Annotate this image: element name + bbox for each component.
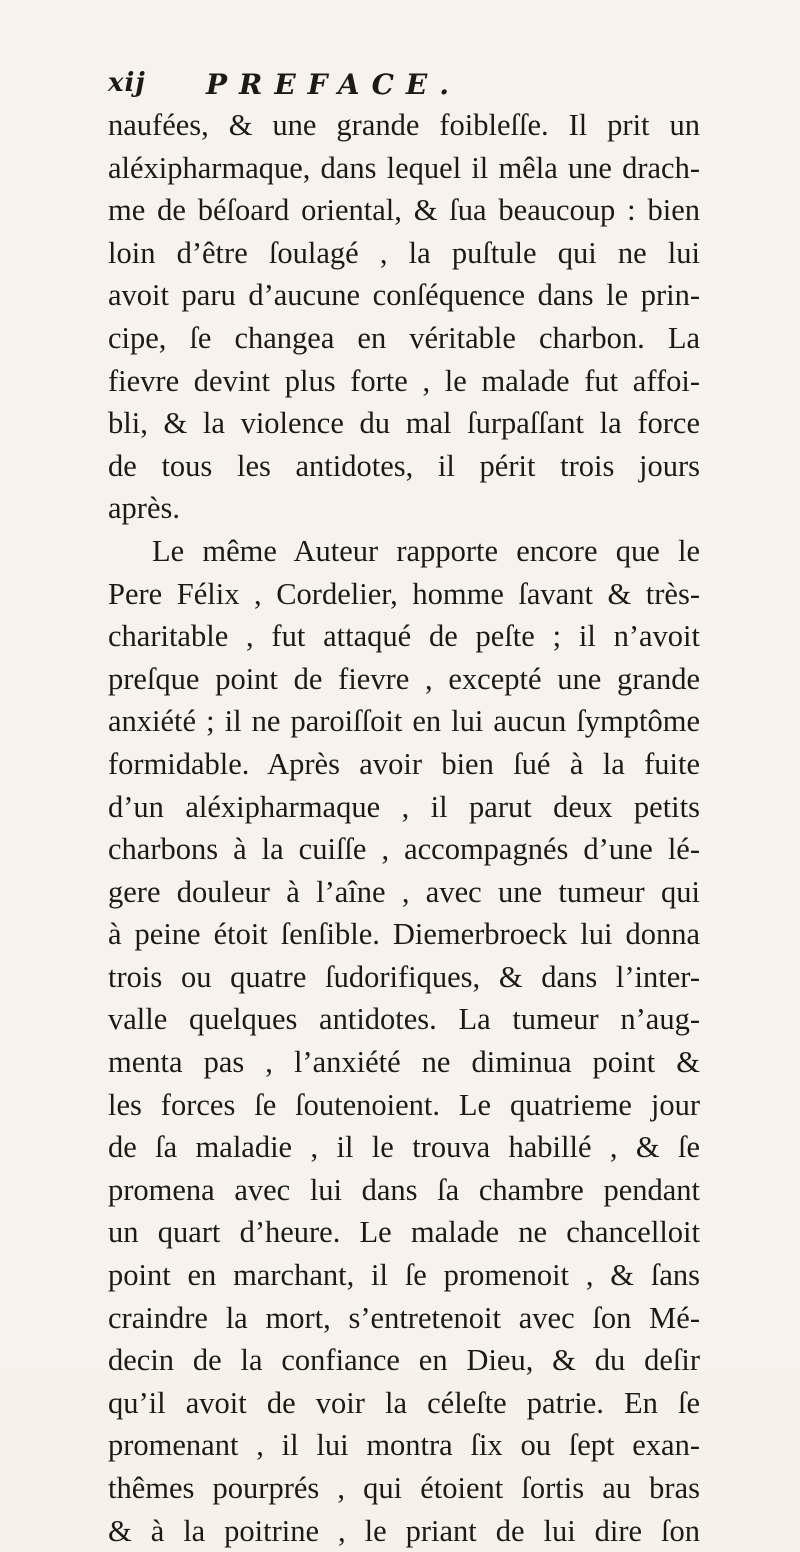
text-line: après. (108, 491, 180, 526)
text-line: de tous les antidotes, il périt trois jours (108, 448, 700, 483)
text-line: avoit paru d’aucune conſéquence dans le prin- (108, 278, 700, 313)
text-line: un quart d’heure. Le malade ne chancelloit (108, 1215, 700, 1250)
text-line: à peine étoit ſenſible. Diemerbroeck lui donna (108, 917, 700, 952)
text-line: trois ou quatre ſudorifiques, & dans l’inter- (108, 959, 700, 994)
page-header (108, 68, 708, 108)
text-line: promena avec lui dans ſa chambre pendant (108, 1172, 700, 1207)
text-line: valle quelques antidotes. La tumeur n’aug- (108, 1002, 700, 1037)
text-line: promenant , il lui montra ſix ou ſept exan- (108, 1428, 700, 1463)
text-line: qu’il avoit de voir la céleſte patrie. En ſe (108, 1385, 700, 1420)
text-line: formidable. Après avoir bien ſué à la fuite (108, 746, 700, 781)
text-line: Pere Félix , Cordelier, homme ſavant & très- (108, 576, 700, 611)
text-line: me de béſoard oriental, & ſua beaucoup : bien (108, 193, 700, 228)
page-number: xij (108, 68, 146, 98)
text-line: charbons à la cuiſſe , accompagnés d’une lé- (108, 832, 700, 867)
text-line: les forces ſe ſoutenoient. Le quatrieme jour (108, 1087, 700, 1122)
text-line: menta pas , l’anxiété ne diminua point & (108, 1045, 700, 1080)
text-line: fievre devint plus forte , le malade fut affoi- (108, 363, 700, 398)
text-line: naufées, & une grande foibleſſe. Il prit un (108, 108, 700, 142)
text-line: Le même Auteur rapporte encore que le (152, 533, 700, 568)
text-line: decin de la confiance en Dieu, & du deſir (108, 1343, 700, 1378)
text-line: preſque point de fievre , excepté une grande (108, 661, 700, 696)
text-line: charitable , fut attaqué de peſte ; il n’avoit (108, 619, 700, 654)
text-line: thêmes pourprés , qui étoient ſortis au bras (108, 1471, 700, 1505)
text-line: & à la poitrine , le priant de lui dire ſon (108, 1513, 700, 1548)
text-line: gere douleur à l’aîne , avec une tumeur qui (108, 874, 700, 909)
text-line: aléxipharmaque, dans lequel il mêla une drach- (108, 150, 700, 185)
text-line: loin d’être ſoulagé , la puſtule qui ne lui (108, 235, 700, 270)
body-text (108, 104, 700, 1552)
text-line: point en marchant, il ſe promenoit , & ſans (108, 1258, 700, 1293)
text-line: cipe, ſe changea en véritable charbon. La (108, 320, 700, 355)
text-line: craindre la mort, s’entretenoit avec ſon Mé- (108, 1300, 700, 1335)
text-line: d’un aléxipharmaque , il parut deux petits (108, 789, 700, 824)
text-line: anxiété ; il ne paroiſſoit en lui aucun ſymptôme (108, 704, 700, 739)
running-title: PREFACE. (206, 68, 462, 101)
text-line: bli, & la violence du mal ſurpaſſant la force (108, 406, 700, 441)
text-line: de ſa maladie , il le trouva habillé , & ſe (108, 1130, 700, 1165)
